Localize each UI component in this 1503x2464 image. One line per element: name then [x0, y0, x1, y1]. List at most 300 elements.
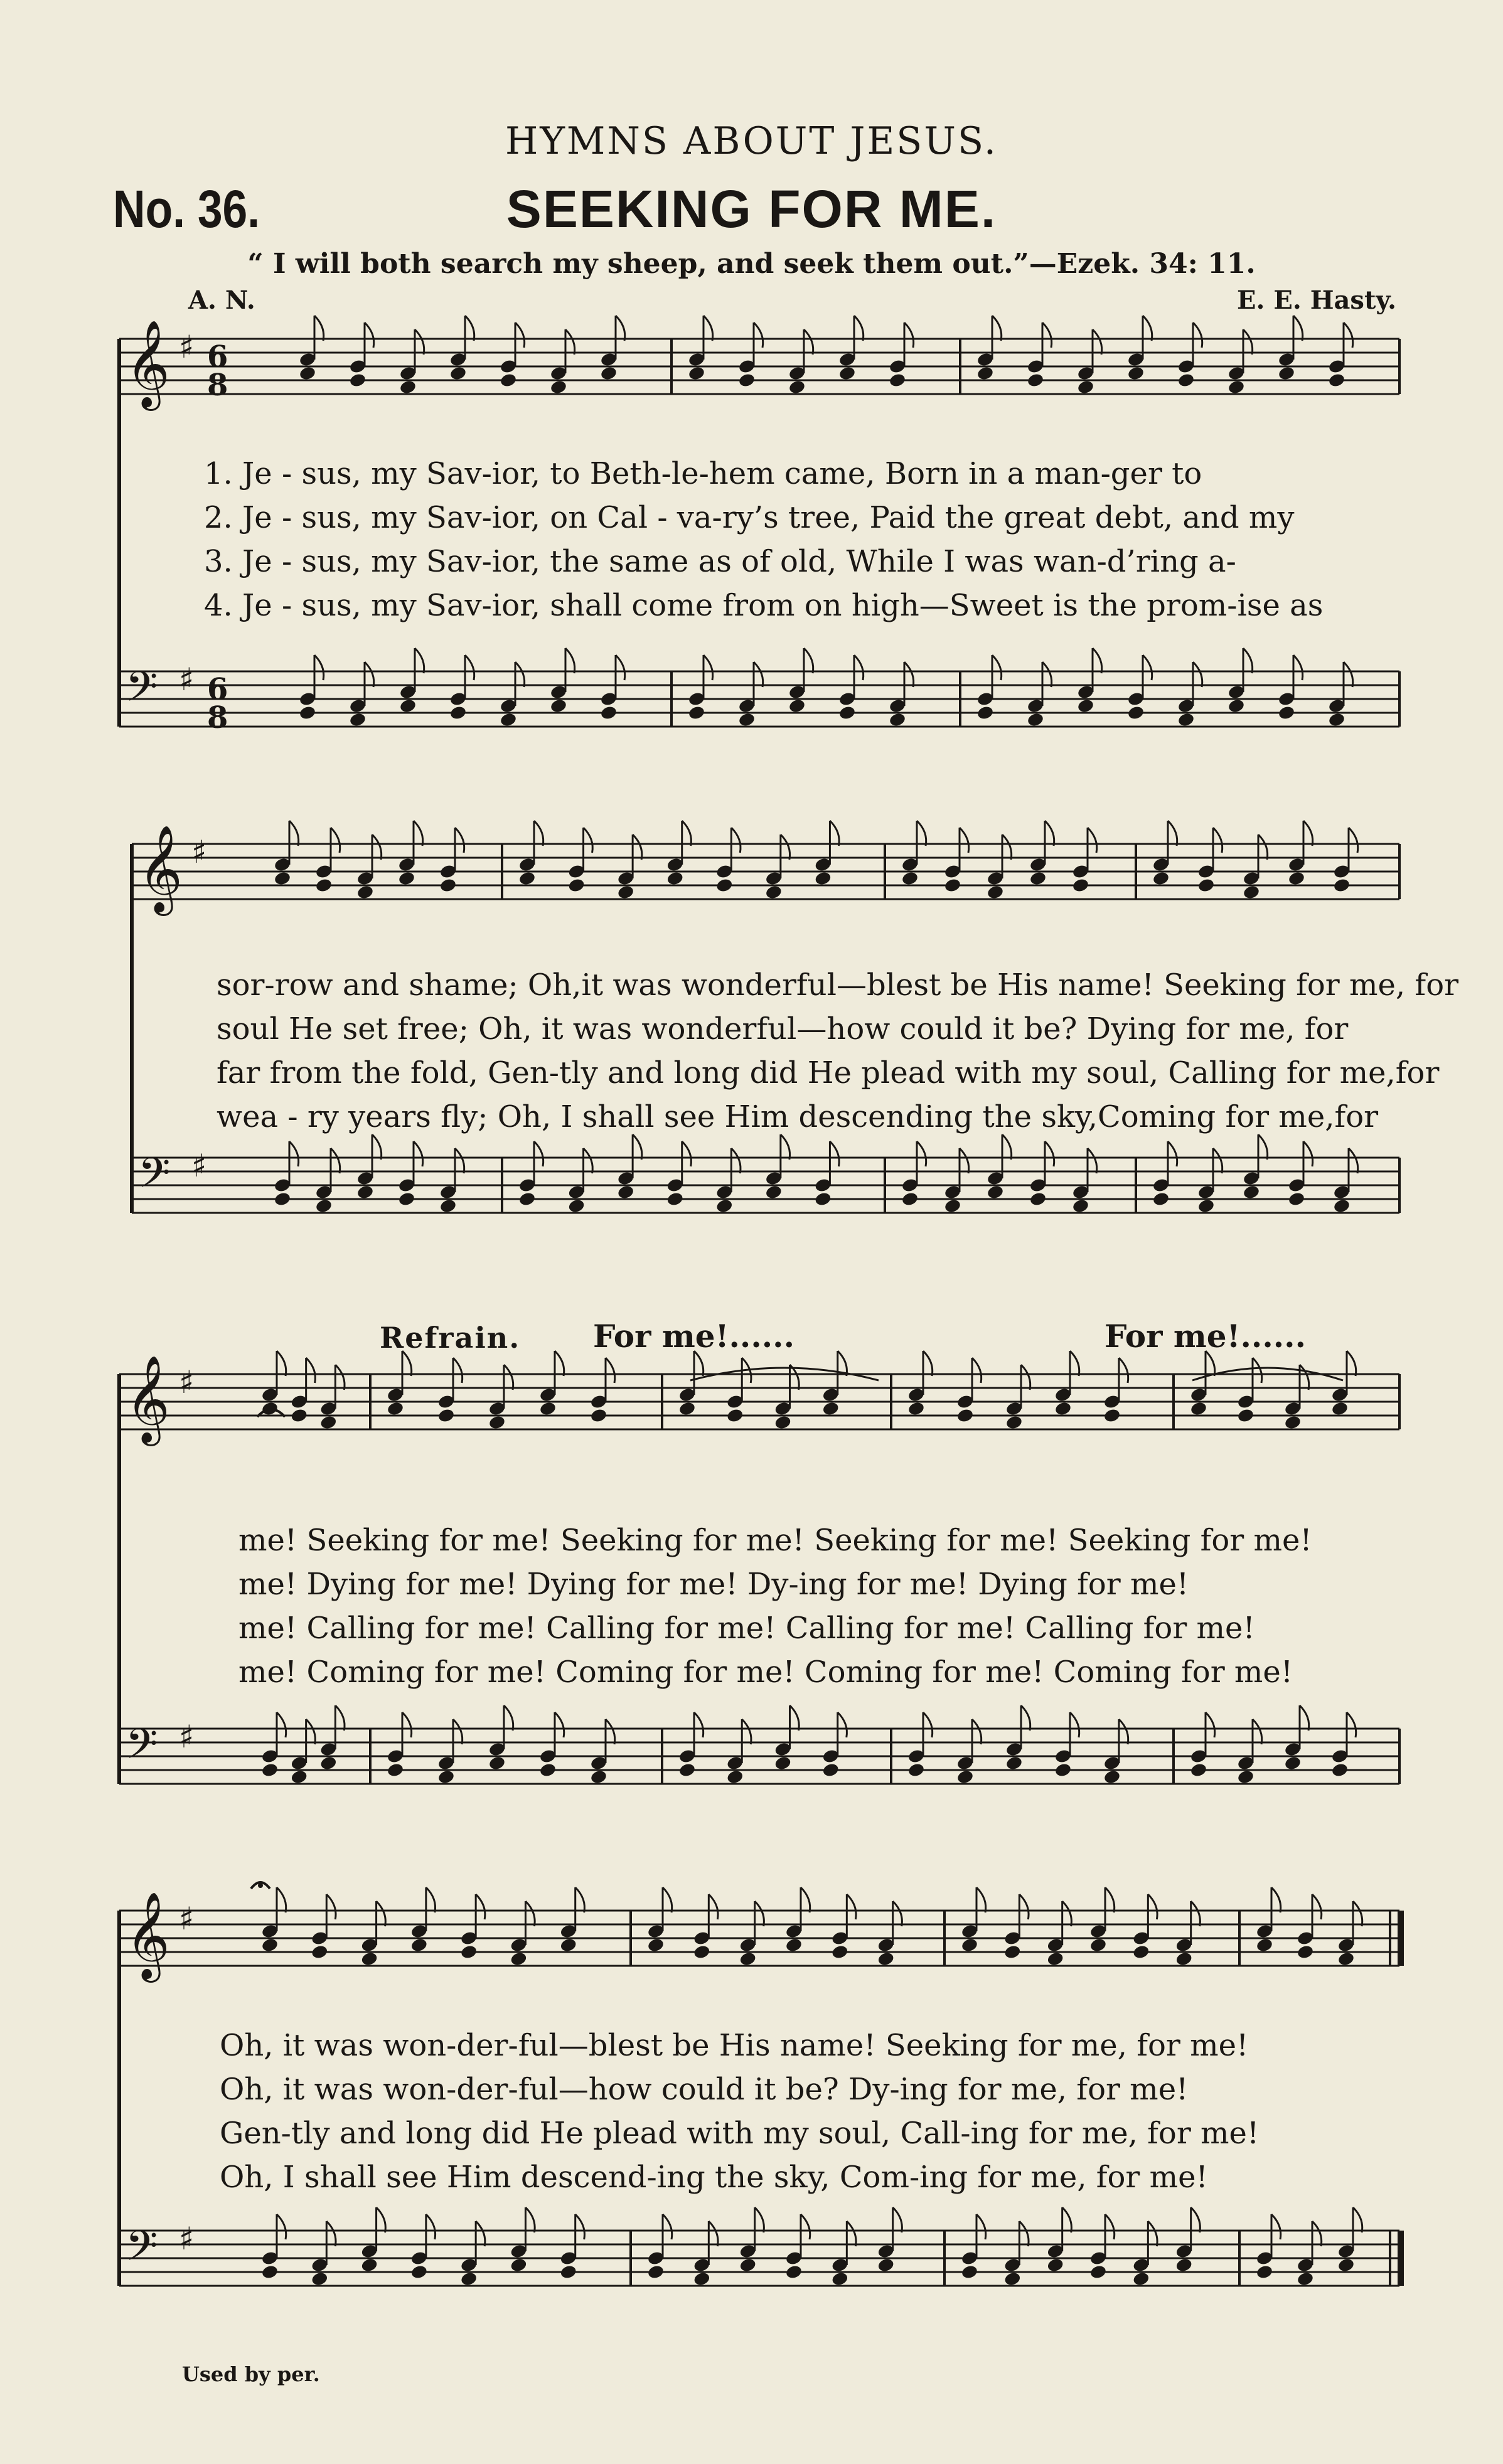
note-head — [785, 1937, 803, 1953]
note-flag — [616, 655, 625, 680]
note-flag — [515, 323, 525, 348]
note-flag — [972, 1358, 981, 1383]
note-head — [814, 1191, 832, 1207]
note-flag — [1347, 1712, 1356, 1737]
note-flag — [703, 655, 713, 680]
note-flag — [365, 662, 374, 687]
note-head — [1243, 884, 1261, 900]
note-head — [1029, 870, 1047, 886]
note-head — [590, 1769, 608, 1784]
note-flag — [402, 1351, 412, 1376]
note-flag — [377, 2207, 386, 2232]
note-flag — [331, 1148, 340, 1173]
note-head — [1127, 705, 1145, 720]
note-flag — [1148, 1894, 1157, 1919]
note-flag — [1206, 1712, 1215, 1737]
note-head — [1190, 1762, 1208, 1778]
note-flag — [1303, 821, 1313, 846]
note-flag — [575, 2214, 585, 2239]
note-head — [1256, 2264, 1274, 2280]
note-head — [987, 1184, 1005, 1200]
note-flag — [1042, 662, 1052, 687]
note-flag — [277, 1351, 286, 1376]
note-head — [1175, 1951, 1193, 1966]
note-head — [539, 1400, 557, 1416]
note-head — [956, 1769, 975, 1784]
note-head — [500, 712, 518, 727]
note-head — [1237, 1769, 1255, 1784]
note-flag — [972, 1719, 981, 1744]
note-flag — [1148, 2221, 1157, 2246]
verse-line: soul He set free; Oh, it was wonderful—how could it be? Dying for me, for — [217, 1011, 1349, 1047]
note-flag — [476, 1894, 485, 1919]
treble-clef-icon: 𝄞 — [126, 1892, 170, 1979]
note-head — [518, 870, 537, 886]
note-head — [1278, 705, 1296, 720]
note-flag — [854, 655, 864, 680]
note-head — [1132, 1944, 1150, 1960]
note-head — [738, 712, 756, 727]
note-flag — [847, 1894, 856, 1919]
hymn-title: SEEKING FOR ME. — [506, 179, 997, 238]
time-signature-bottom: 8 — [207, 368, 228, 403]
note-head — [349, 372, 367, 388]
note-head — [387, 1400, 405, 1416]
note-flag — [525, 2207, 535, 2232]
time-signature-top: 6 — [207, 339, 228, 375]
note-head — [1177, 712, 1195, 727]
note-head — [387, 1762, 405, 1778]
note-head — [1054, 1400, 1072, 1416]
note-head — [274, 1191, 292, 1207]
note-flag — [976, 1887, 986, 1912]
note-flag — [1042, 323, 1052, 348]
note-head — [715, 877, 734, 893]
note-flag — [584, 828, 593, 853]
note-head — [399, 698, 417, 713]
note-flag — [1213, 1148, 1222, 1173]
note-head — [356, 884, 375, 900]
note-flag — [1093, 648, 1102, 673]
note-head — [567, 877, 586, 893]
note-head — [398, 870, 416, 886]
note-flag — [1349, 1148, 1358, 1173]
note-head — [1046, 1951, 1064, 1966]
note-flag — [1344, 323, 1353, 348]
treble-clef-icon: 𝄞 — [138, 825, 183, 912]
note-flag — [565, 329, 575, 355]
note-head — [693, 1944, 711, 1960]
note-flag — [754, 323, 763, 348]
note-head — [901, 870, 919, 886]
key-signature-sharp-icon: ♯ — [179, 661, 195, 698]
note-head — [1103, 1769, 1121, 1784]
note-head — [956, 1407, 975, 1423]
hymn-number: No. 36. — [113, 179, 260, 238]
scripture-epigraph: “ I will both search my sheep, and seek them out.”—Ezek. 34: 11. — [247, 248, 1256, 280]
refrain-line: me! Dying for me! Dying for me! Dy-ing for me! Dying for me! — [238, 1567, 1189, 1602]
note-flag — [1119, 1358, 1128, 1383]
note-flag — [1088, 828, 1097, 853]
note-head — [1337, 1951, 1356, 1966]
note-flag — [801, 2214, 810, 2239]
bass-clef-icon: 𝄢 — [126, 663, 158, 721]
note-flag — [1070, 1351, 1079, 1376]
verse-line: 4. Je - sus, my Sav-ior, shall come from on high—Sweet is the prom-ise as — [204, 588, 1324, 623]
note-flag — [1206, 1351, 1215, 1376]
note-head — [1127, 365, 1145, 381]
note-head — [814, 870, 832, 886]
note-head — [944, 1198, 962, 1213]
note-head — [821, 1400, 840, 1416]
note-flag — [1093, 329, 1102, 355]
key-signature-sharp-icon: ♯ — [179, 1719, 195, 1755]
note-flag — [414, 1141, 423, 1166]
note-head — [1027, 712, 1045, 727]
note-flag — [694, 1351, 703, 1376]
note-flag — [731, 1148, 741, 1173]
note-flag — [1191, 2207, 1201, 2232]
note-flag — [694, 1712, 703, 1737]
note-head — [907, 1400, 926, 1416]
note-head — [1072, 877, 1090, 893]
note-flag — [1312, 1894, 1322, 1919]
verses-block-2 — [217, 963, 1458, 1139]
key-signature-sharp-icon: ♯ — [191, 834, 207, 870]
refrain-line: me! Calling for me! Calling for me! Calling for me! Calling for me! — [238, 1611, 1255, 1646]
note-flag — [1143, 316, 1152, 341]
note-flag — [314, 655, 324, 680]
note-head — [666, 1191, 684, 1207]
note-head — [360, 2257, 378, 2273]
note-head — [1054, 1762, 1072, 1778]
note-flag — [616, 316, 625, 341]
verse-line: far from the fold, Gen-tly and long did He plead with my soul, Calling for me,for — [217, 1055, 1440, 1091]
note-head — [1029, 1191, 1047, 1207]
note-head — [550, 379, 568, 395]
note-head — [437, 1769, 456, 1784]
refrain-block — [238, 1518, 1312, 1694]
note-flag — [893, 1901, 902, 1926]
note-head — [961, 2264, 979, 2280]
final-line: Oh, it was won-der-ful—blest be His name! Seeking for me, for me! — [220, 2028, 1249, 2063]
note-head — [976, 705, 995, 720]
note-head — [559, 1937, 577, 1953]
note-flag — [709, 1894, 718, 1919]
note-head — [299, 365, 317, 381]
note-flag — [575, 1887, 585, 1912]
note-head — [439, 877, 457, 893]
verse-line: 2. Je - sus, my Sav-ior, on Cal - va-ry’s tree, Paid the great debt, and my — [204, 500, 1295, 535]
note-head — [944, 877, 962, 893]
note-head — [600, 365, 618, 381]
refrain-label: Refrain. — [380, 1321, 521, 1355]
note-head — [1005, 1755, 1024, 1771]
note-head — [788, 698, 806, 713]
note-flag — [1168, 821, 1177, 846]
permission-note: Used by per. — [182, 2362, 320, 2386]
note-flag — [804, 648, 813, 673]
note-flag — [1293, 316, 1303, 341]
note-head — [1197, 1198, 1216, 1213]
note-head — [437, 1407, 456, 1423]
note-flag — [534, 821, 543, 846]
note-flag — [755, 2207, 764, 2232]
note-head — [261, 1937, 279, 1953]
note-head — [1177, 372, 1195, 388]
note-flag — [306, 1719, 316, 1744]
note-head — [961, 1937, 979, 1953]
note-head — [261, 1762, 279, 1778]
note-head — [739, 1951, 757, 1966]
note-flag — [1088, 1148, 1097, 1173]
note-flag — [1021, 1705, 1030, 1731]
note-flag — [314, 316, 324, 341]
note-flag — [1253, 1358, 1262, 1383]
note-head — [600, 705, 618, 720]
note-flag — [1253, 1719, 1262, 1744]
note-flag — [415, 329, 424, 355]
note-head — [460, 1944, 478, 1960]
note-head — [877, 2257, 895, 2273]
note-head — [688, 365, 706, 381]
note-flag — [453, 1358, 463, 1383]
note-head — [774, 1414, 792, 1430]
note-head — [1077, 698, 1095, 713]
refrain-line: me! Seeking for me! Seeking for me! Seeking for me! Seeking for me! — [238, 1523, 1312, 1558]
note-head — [1089, 1937, 1108, 1953]
note-flag — [1193, 323, 1202, 348]
note-head — [889, 712, 907, 727]
note-head — [1328, 712, 1346, 727]
note-head — [1256, 1937, 1274, 1953]
note-flag — [830, 1141, 839, 1166]
note-flag — [801, 1887, 810, 1912]
note-flag — [565, 648, 575, 673]
key-signature-sharp-icon: ♯ — [179, 2221, 195, 2257]
note-head — [518, 1191, 537, 1207]
note-head — [1175, 2257, 1193, 2273]
note-head — [510, 1951, 528, 1966]
note-flag — [1062, 1901, 1072, 1926]
note-flag — [1002, 835, 1012, 860]
note-flag — [976, 2214, 986, 2239]
note-head — [398, 1191, 416, 1207]
final-line: Oh, it was won-der-ful—how could it be? Dy-ing for me, for me! — [220, 2072, 1189, 2107]
note-head — [500, 372, 518, 388]
note-head — [315, 1198, 333, 1213]
key-signature-sharp-icon: ♯ — [179, 1364, 195, 1400]
note-flag — [1271, 2214, 1281, 2239]
note-head — [838, 365, 857, 381]
note-head — [693, 2271, 711, 2286]
note-flag — [709, 2221, 718, 2246]
note-flag — [1243, 329, 1253, 355]
treble-clef-icon: 𝄞 — [126, 320, 170, 407]
note-flag — [1344, 662, 1353, 687]
note-head — [738, 372, 756, 388]
note-head — [907, 1762, 926, 1778]
note-flag — [1303, 1141, 1313, 1166]
note-head — [539, 1762, 557, 1778]
note-head — [1331, 1400, 1349, 1416]
note-flag — [1168, 1141, 1177, 1166]
note-head — [739, 2257, 757, 2273]
verse-line: sor-row and shame; Oh,it was wonderful—blest be His name! Seeking for me, for — [217, 968, 1459, 1003]
note-head — [410, 1937, 429, 1953]
note-head — [439, 1198, 457, 1213]
note-head — [1284, 1414, 1302, 1430]
note-head — [1132, 2271, 1150, 2286]
note-head — [678, 1762, 697, 1778]
note-flag — [326, 1894, 336, 1919]
note-flag — [1293, 655, 1303, 680]
note-head — [774, 1755, 792, 1771]
note-head — [1190, 1400, 1208, 1416]
note-flag — [754, 662, 763, 687]
note-flag — [584, 1148, 593, 1173]
note-head — [901, 1191, 919, 1207]
note-head — [399, 379, 417, 395]
note-head — [788, 379, 806, 395]
lyricist-credit: A. N. — [188, 285, 255, 315]
note-head — [831, 2271, 849, 2286]
time-signature-bottom: 8 — [207, 700, 228, 735]
note-flag — [426, 2214, 436, 2239]
note-head — [1288, 870, 1306, 886]
note-flag — [326, 2221, 336, 2246]
note-flag — [742, 1719, 751, 1744]
note-flag — [893, 2207, 902, 2232]
note-flag — [904, 323, 914, 348]
note-flag — [731, 828, 741, 853]
note-head — [831, 1944, 849, 1960]
note-flag — [1062, 2207, 1072, 2232]
note-head — [449, 365, 468, 381]
note-flag — [365, 323, 374, 348]
note-head — [567, 1198, 586, 1213]
note-flag — [682, 1141, 692, 1166]
note-flag — [1243, 648, 1253, 673]
note-head — [274, 870, 292, 886]
note-head — [590, 1407, 608, 1423]
note-head — [1152, 1191, 1170, 1207]
key-signature-sharp-icon: ♯ — [179, 1901, 195, 1937]
note-flag — [504, 1365, 513, 1390]
note-head — [1288, 1191, 1306, 1207]
note-head — [1243, 1184, 1261, 1200]
note-head — [1297, 2271, 1315, 2286]
note-flag — [960, 1148, 969, 1173]
note-flag — [402, 1712, 412, 1737]
note-head — [838, 705, 857, 720]
note-flag — [335, 1365, 345, 1390]
note-head — [647, 1937, 665, 1953]
bass-clef-icon: 𝄢 — [138, 1149, 171, 1207]
note-head — [726, 1407, 744, 1423]
note-flag — [306, 1358, 316, 1383]
note-head — [976, 365, 995, 381]
note-head — [1003, 1944, 1022, 1960]
note-flag — [960, 828, 969, 853]
note-head — [290, 1769, 308, 1784]
note-flag — [1045, 1141, 1054, 1166]
note-flag — [923, 1712, 933, 1737]
note-head — [1077, 379, 1095, 395]
note-head — [550, 698, 568, 713]
note-flag — [414, 821, 423, 846]
note-flag — [415, 648, 424, 673]
note-head — [1297, 1944, 1315, 1960]
key-signature-sharp-icon: ♯ — [191, 1148, 207, 1184]
note-flag — [790, 1705, 800, 1731]
note-flag — [1193, 662, 1202, 687]
note-flag — [1300, 1365, 1309, 1390]
note-flag — [917, 821, 926, 846]
note-flag — [755, 1901, 764, 1926]
note-head — [617, 1184, 635, 1200]
note-head — [1072, 1198, 1090, 1213]
note-flag — [830, 821, 839, 846]
note-flag — [923, 1351, 933, 1376]
note-flag — [476, 2221, 485, 2246]
note-flag — [1353, 1901, 1362, 1926]
note-flag — [1349, 828, 1358, 853]
note-flag — [1300, 1705, 1309, 1731]
note-flag — [1353, 2207, 1362, 2232]
note-head — [1152, 870, 1170, 886]
key-signature-sharp-icon: ♯ — [179, 329, 195, 365]
time-signature-top: 6 — [207, 672, 228, 707]
note-head — [1003, 2271, 1022, 2286]
note-flag — [455, 1148, 464, 1173]
note-flag — [515, 662, 525, 687]
note-head — [1089, 2264, 1108, 2280]
note-flag — [377, 1901, 386, 1926]
note-head — [488, 1755, 506, 1771]
note-head — [1197, 877, 1216, 893]
running-head: HYMNS ABOUT JESUS. — [505, 119, 998, 163]
bass-clef-icon: 𝄢 — [126, 2222, 158, 2280]
note-flag — [525, 1901, 535, 1926]
refrain-cue: For me!...... — [1105, 1318, 1306, 1355]
note-head — [410, 2264, 429, 2280]
note-flag — [504, 1705, 513, 1731]
note-flag — [1105, 1887, 1115, 1912]
verse-line: 3. Je - sus, my Sav-ior, the same as of old, While I was wan-d’ring a- — [204, 544, 1236, 579]
note-head — [1337, 2257, 1356, 2273]
note-head — [299, 705, 317, 720]
note-flag — [682, 821, 692, 846]
note-head — [666, 870, 684, 886]
note-head — [349, 712, 367, 727]
note-head — [1333, 1198, 1351, 1213]
final-block — [220, 2024, 1259, 2199]
final-line: Oh, I shall see Him descend-ing the sky, Com-ing for me, for me! — [220, 2160, 1208, 2195]
note-flag — [606, 1719, 615, 1744]
note-head — [311, 2271, 329, 2286]
note-flag — [277, 2214, 286, 2239]
note-head — [1328, 372, 1346, 388]
note-head — [315, 877, 333, 893]
note-flag — [1019, 2221, 1029, 2246]
note-flag — [277, 1887, 286, 1912]
note-flag — [663, 2214, 672, 2239]
note-flag — [289, 821, 299, 846]
note-head — [688, 705, 706, 720]
note-flag — [854, 316, 864, 341]
note-flag — [606, 1358, 615, 1383]
